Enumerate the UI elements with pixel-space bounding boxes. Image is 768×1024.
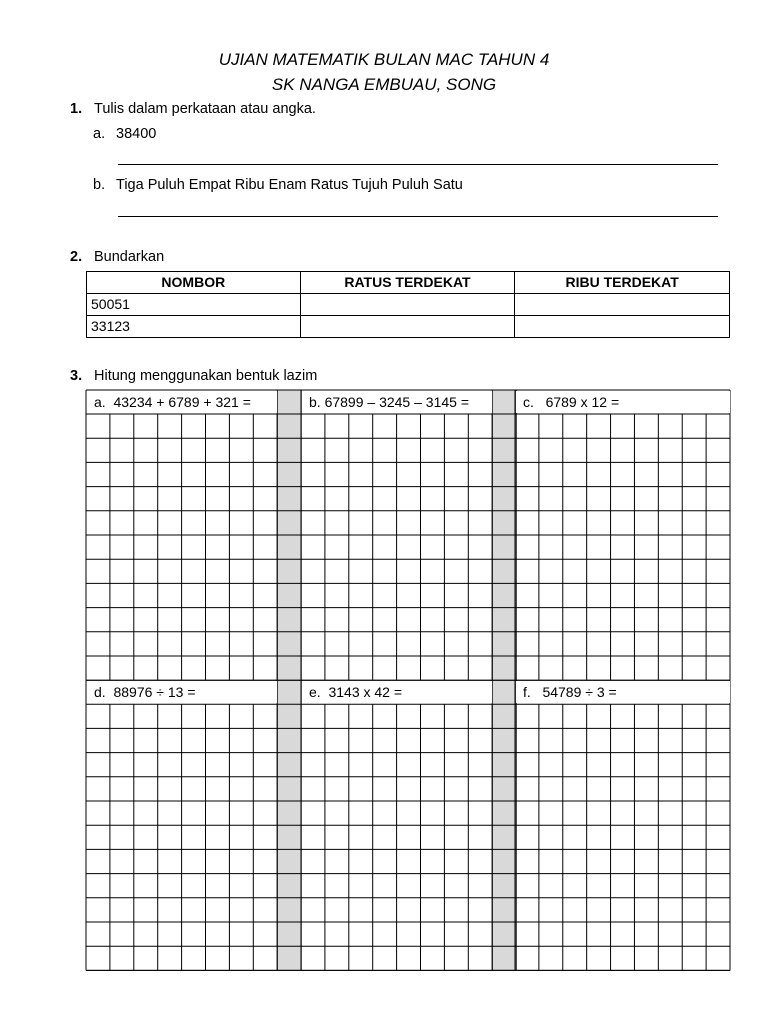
school-name: SK NANGA EMBUAU, SONG: [271, 75, 497, 94]
problem-d-label: d.: [94, 684, 106, 701]
problem-b-label: b.: [309, 394, 321, 410]
problem-c-label: c.: [523, 394, 534, 410]
header-ribu-terdekat: RIBU TERDEKAT: [515, 272, 730, 294]
test-title: UJIAN MATEMATIK BULAN MAC TAHUN 4: [218, 50, 550, 69]
problem-a-label: a.: [94, 394, 106, 410]
problem-c-expr: 6789 x 12 =: [545, 394, 620, 410]
question-1b-text: Tiga Puluh Empat Ribu Enam Ratus Tujuh Puluh Satu: [116, 177, 463, 193]
question-3-number: 3.: [70, 368, 83, 384]
question-1-number: 1.: [70, 101, 83, 117]
problem-b: [302, 391, 492, 413]
question-3-instruction: Hitung menggunakan bentuk lazim: [94, 368, 318, 384]
problem-d: [87, 681, 277, 703]
problem-f-expr: 54789 ÷ 3 =: [542, 684, 617, 701]
question-1a-text: 38400: [116, 126, 157, 142]
question-1-instruction: Tulis dalam perkataan atau angka.: [94, 101, 316, 117]
question-1a-label: a.: [93, 126, 106, 142]
problem-e-expr: 3143 x 42 =: [328, 684, 403, 701]
row2-nombor: 33123: [87, 316, 301, 338]
problem-f: [516, 681, 730, 703]
problem-c: [516, 391, 730, 413]
problem-e-label: e.: [309, 684, 321, 701]
header-ratus-terdekat: RATUS TERDEKAT: [300, 272, 515, 294]
problem-a: [87, 391, 277, 413]
problem-a-expr: 43234 + 6789 + 321 =: [113, 394, 251, 410]
question-2-instruction: Bundarkan: [94, 249, 165, 265]
question-1b-label: b.: [93, 177, 106, 193]
problem-e: [302, 681, 492, 703]
problem-b-expr: 67899 – 3245 – 3145 =: [324, 394, 469, 410]
header-nombor: NOMBOR: [87, 272, 301, 294]
question-2-number: 2.: [70, 249, 83, 265]
problem-f-label: f.: [523, 684, 531, 701]
problem-d-expr: 88976 ÷ 13 =: [113, 684, 196, 701]
row1-nombor: 50051: [87, 294, 301, 316]
